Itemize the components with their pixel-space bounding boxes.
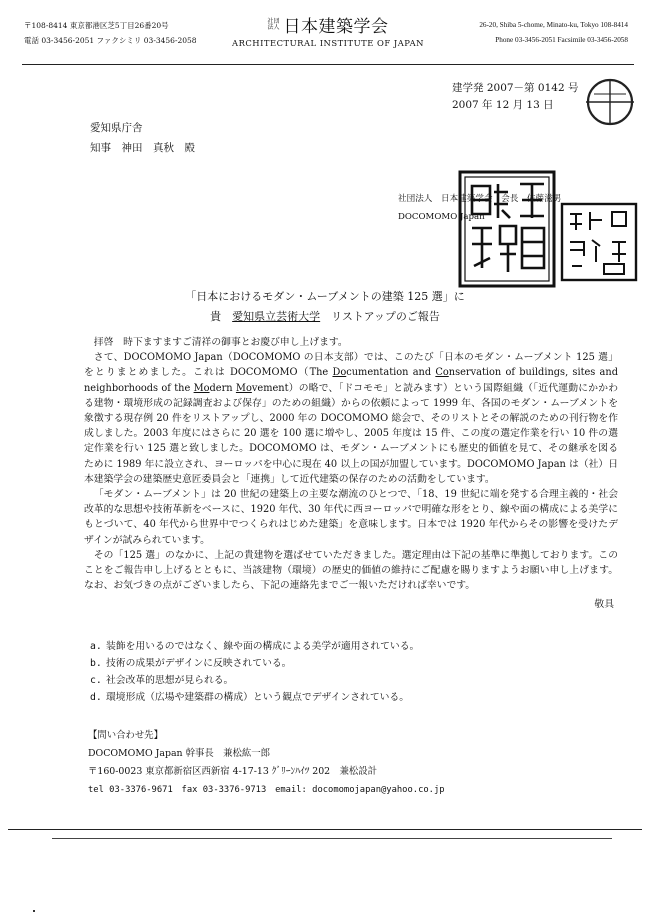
criteria-item: [90, 638, 610, 655]
official-seal-icon: [458, 170, 556, 288]
received-stamp-icon: [584, 76, 636, 128]
emphasis-co: Co: [435, 367, 449, 379]
scan-speck: [33, 910, 35, 912]
paragraph-1-part: vement）の略で、「ドコモモ」と読みます）という国際組織（「近代運動にかかわる建物・環境形成の記録調査および保存」のための組織）からの依頼によって 1999 年、各国のモダン・ムーブメントを象徴する現存例 20 件をリストアップし、2000 年の DOCOMOMO 総会で、そのリストとその解説のための刊行物を作成しました。2003 年度にはさらに 20 選を 100 選に増やし、2005 年度は 15 件、この度の選定作業を行い 10 件の選定作業を行い 125 選と致しました。DOCOMOMO は、モダン・ムーブメントにも歴史的価値を見て、その継承を図るために 1989 年に設立され、ヨーロッパを中心に現在 40 以上の国が加盟しています。DOCOMOMO Japan は（社）日本建築学会の建築歴史意匠委員会と「連携」して近代建築の保存のための活動をしています。: [84, 382, 618, 485]
contact-phone-email: tel 03-3376-9671 fax 03-3376-9713 email: docomomojapan@yahoo.co.jp: [88, 785, 445, 795]
sender-name: 社団法人 日本建築学会 会長 佐藤滋男: [398, 194, 562, 204]
paragraph-docomomo: [84, 350, 618, 487]
criteria-marker: c.: [90, 675, 102, 686]
criteria-item: [90, 655, 610, 672]
emphasis-mo: Mo: [193, 382, 210, 394]
criteria-text: 装飾を用いるのではなく、線や面の構成による美学が適用されている。: [106, 641, 420, 652]
criteria-marker: a.: [90, 641, 102, 652]
criteria-marker: b.: [90, 658, 102, 669]
contact-title: 【問い合わせ先】: [88, 730, 164, 741]
criteria-text: 環境形成（広場や建築群の構成）という観点でデザインされている。: [106, 692, 410, 703]
paragraph-selection: その「125 選」のなかに、上記の貴建物を選ばせていただきました。選定理由は下記の基準に準拠しております。このことをご報告申し上げるとともに、当該建物（環境）の歴史的価値の維持にご配慮を賜りますようお願い申し上げます。なお、お気づきの点がございましたら、下記の連絡先までご一報いただければ幸いです。: [84, 549, 618, 592]
paragraph-1-part: nservation of buildings, sites and neighborhoods of the: [84, 367, 618, 394]
letterhead-phone-ja: 電話 03-3456-2051 ファクシミリ 03-3456-2058: [24, 36, 197, 45]
criteria-item: [90, 689, 610, 706]
closing-remark: 敬具: [594, 599, 614, 611]
criteria-marker: d.: [90, 692, 102, 703]
subject-line-1: 「日本におけるモダン・ムーブメントの建築 125 選」に: [185, 290, 465, 303]
logo-english-name: ARCHITECTURAL INSTITUTE OF JAPAN: [232, 38, 424, 48]
letterhead-address-ja: [24, 18, 197, 48]
selection-criteria-list: [90, 638, 610, 706]
letterhead-divider: [22, 64, 634, 65]
sender-organization: DOCOMOMO Japan: [398, 212, 485, 222]
contact-address: 〒160-0023 東京都新宿区西新宿 4-17-13 ｸﾞﾘｰﾝﾊｲﾂ 202 兼松設計: [88, 766, 378, 777]
letterhead-logo: [228, 12, 428, 48]
letter-subject: [0, 287, 650, 327]
letter-body: [84, 335, 618, 613]
emphasis-mo: Mo: [235, 382, 252, 394]
contact-block: [88, 727, 445, 799]
addressee-name: 知事 神田 真秋 殿: [90, 142, 195, 154]
docomomo-stamp-icon: [560, 202, 638, 282]
paragraph-1-part: dern: [209, 382, 236, 394]
logo-corporate-mark: 社団法人: [267, 17, 280, 31]
subject-prefix: 貴: [210, 310, 233, 323]
document-date: 2007 年 12 月 13 日: [452, 99, 554, 111]
document-number: 建学発 2007－第 0142 号: [452, 82, 579, 94]
paragraph-1-part: cumentation and: [346, 367, 436, 379]
emphasis-do: Do: [332, 367, 347, 379]
document-reference: [452, 80, 578, 114]
letterhead-address-en: [479, 18, 628, 48]
footer-rule: [8, 829, 642, 830]
criteria-text: 技術の成果がデザインに反映されている。: [106, 658, 292, 669]
subject-suffix: リストアップのご報告: [320, 310, 440, 323]
logo-japanese-name: 日本建築学会: [283, 17, 389, 37]
subject-line-2: [0, 307, 650, 327]
addressee-organization: 愛知県庁舎: [90, 122, 143, 134]
criteria-text: 社会改革的思想が見られる。: [106, 675, 234, 686]
addressee-block: [90, 118, 195, 158]
letterhead-address-english: 26-20, Shiba 5-chome, Minato-ku, Tokyo 108-8414: [479, 21, 628, 29]
letterhead-phone-english: Phone 03-3456-2051 Facsimile 03-3456-2058: [495, 36, 628, 44]
paragraph-1-part: さて、DOCOMOMO Japan（DOCOMOMO の日本支部）では、このたび「日本のモダン・ムーブメント 125 選」をとりまとめました。これは DOCOMOMO（The: [84, 352, 618, 379]
letterhead-postal-address: 〒108-8414 東京都港区芝5丁目26番20号: [24, 21, 169, 30]
subject-building-name: 愛知県立芸術大学: [232, 310, 321, 323]
footer-rule-secondary: [52, 838, 612, 839]
contact-name: DOCOMOMO Japan 幹事長 兼松紘一郎: [88, 748, 270, 759]
paragraph-modern-movement: 「モダン・ムーブメント」は 20 世紀の建築上の主要な潮流のひとつで、「18、19 世紀に端を発する合理主義的・社会改革的な思想や技術革新をベースに、1920 年代、30 年代に西ヨーロッパで明確な形をとり、線や面の構成による美学にもとづいて、40 年代から世界中でつくられはじめた建築」を意味します。日本では 1920 年代からその影響を受けたデザインが試みられています。: [84, 489, 618, 546]
criteria-item: [90, 672, 610, 689]
greeting: 拝啓 時下ますますご清祥の御事とお慶び申し上げます。: [93, 337, 348, 348]
